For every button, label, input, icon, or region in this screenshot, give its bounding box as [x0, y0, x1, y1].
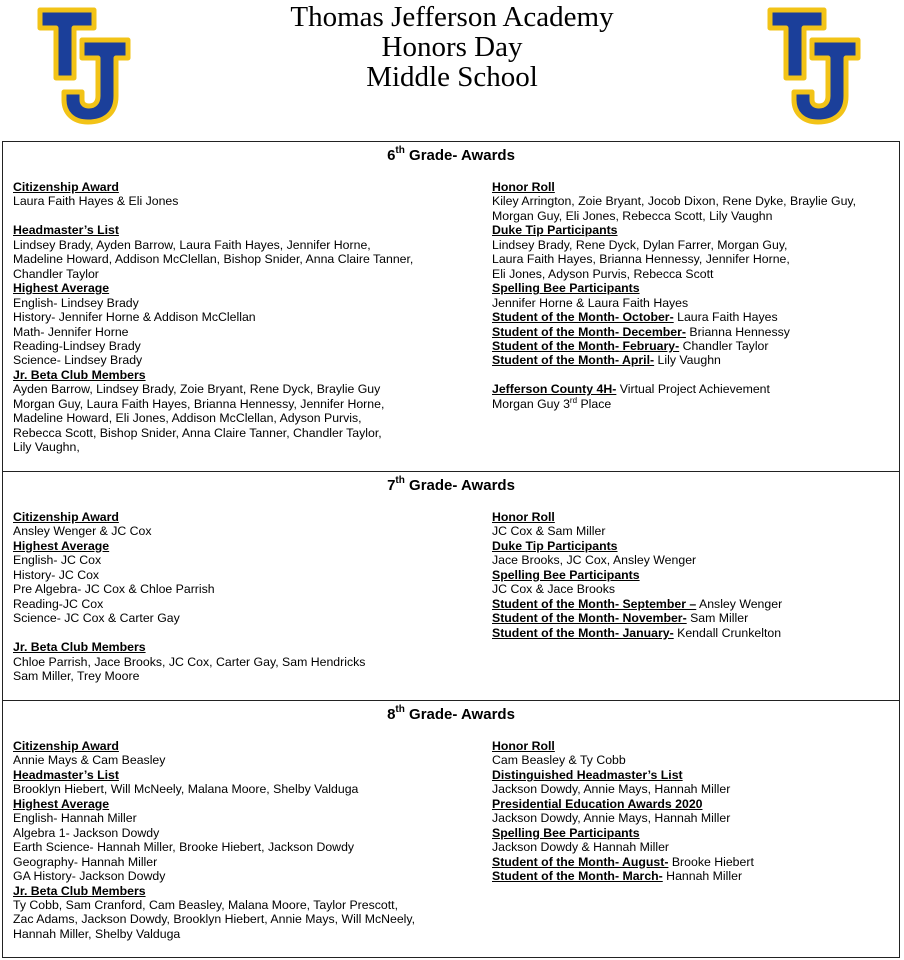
som-name: Kendall Crunkelton — [673, 625, 782, 640]
som-name: Sam Miller — [686, 611, 749, 626]
award-recipients: Kiley Arrington, Zoie Bryant, Jocob Dixon, Rene Dyke, Braylie Guy, — [492, 194, 857, 209]
subject-award: Math- Jennifer Horne — [13, 324, 129, 339]
som-name: Laura Faith Hayes — [673, 310, 778, 325]
award-heading: Honor Roll — [492, 510, 555, 524]
award-heading: Spelling Bee Participants — [492, 281, 640, 296]
student-of-month — [492, 855, 892, 869]
subject-award: Earth Science- Hannah Miller, Brooke Hiebert, Jackson Dowdy — [13, 840, 355, 855]
student-of-month — [492, 611, 892, 625]
award-heading: Jr. Beta Club Members — [13, 883, 146, 898]
grade-number: 7 — [387, 477, 396, 494]
award-recipients: Ty Cobb, Sam Cranford, Cam Beasley, Malana Moore, Taylor Prescott, — [13, 897, 399, 912]
award-recipients: Jace Brooks, JC Cox, Ansley Wenger — [492, 553, 697, 568]
som-name: Hannah Miller — [662, 869, 743, 884]
som-label: Student of the Month- November- — [492, 611, 687, 626]
award-recipients: JC Cox & Jace Brooks — [492, 582, 616, 597]
grade-suffix: th — [395, 475, 405, 486]
award-heading: Citizenship Award — [13, 510, 119, 524]
som-name: Brianna Hennessy — [686, 324, 790, 339]
grade-suffix: th — [395, 145, 405, 156]
som-name: Ansley Wenger — [696, 596, 783, 611]
award-heading: Honor Roll — [492, 739, 555, 753]
award-recipients: Lindsey Brady, Ayden Barrow, Laura Faith Hayes, Jennifer Horne, — [13, 237, 371, 252]
grade7-section — [3, 472, 899, 701]
award-heading: Citizenship Award — [13, 180, 119, 194]
som-name: Lily Vaughn — [654, 353, 721, 368]
award-heading: Distinguished Headmaster’s List — [492, 767, 683, 782]
som-label: Student of the Month- October- — [492, 310, 674, 325]
4h-name: Morgan Guy 3 — [492, 396, 570, 411]
grade-number: 8 — [387, 706, 396, 723]
som-label: Student of the Month- February- — [492, 338, 680, 353]
grade-number: 6 — [387, 147, 396, 164]
grade6-left-column — [13, 180, 473, 455]
tj-logo-right — [766, 4, 862, 126]
award-recipients: Laura Faith Hayes, Brianna Hennessy, Jennifer Horne, — [492, 252, 790, 267]
award-heading: Headmaster’s List — [13, 767, 119, 782]
subject-award: Science- JC Cox & Carter Gay — [13, 611, 180, 626]
tj-logo-left — [36, 4, 132, 126]
student-of-month — [492, 353, 892, 367]
som-label: Student of the Month- September – — [492, 596, 697, 611]
award-recipients: Eli Jones, Adyson Purvis, Rebecca Scott — [492, 266, 714, 281]
student-of-month — [492, 597, 892, 611]
award-heading: Headmaster’s List — [13, 223, 119, 238]
award-recipients: Annie Mays & Cam Beasley — [13, 753, 166, 768]
som-name: Brooke Hiebert — [668, 854, 754, 869]
grade-title-text: Grade- Awards — [404, 706, 515, 723]
grade8-title — [3, 706, 899, 724]
student-of-month — [492, 325, 892, 339]
grade-title-text: Grade- Awards — [404, 147, 515, 164]
grade7-left-column — [13, 510, 473, 683]
subject-award: Reading-Lindsey Brady — [13, 338, 141, 353]
grade6-right-column — [492, 180, 892, 411]
school-name: Thomas Jefferson Academy — [290, 1, 614, 33]
award-recipients: Jennifer Horne & Laura Faith Hayes — [492, 295, 689, 310]
grade-suffix: th — [395, 704, 405, 715]
som-label: Student of the Month- December- — [492, 324, 687, 339]
som-label: Student of the Month- April- — [492, 353, 655, 368]
award-heading: Jr. Beta Club Members — [13, 367, 146, 382]
award-heading: Spelling Bee Participants — [492, 825, 640, 840]
award-recipients: Chandler Taylor — [13, 266, 99, 281]
grade6-section — [3, 142, 899, 472]
award-heading: Presidential Education Awards 2020 — [492, 796, 703, 811]
award-recipients: Ansley Wenger & JC Cox — [13, 524, 152, 539]
award-recipients: Rebecca Scott, Bishop Snider, Anna Claire Tanner, Chandler Taylor, — [13, 425, 382, 440]
award-recipients: Jackson Dowdy, Annie Mays, Hannah Miller — [492, 782, 731, 797]
subject-award: English- Hannah Miller — [13, 811, 137, 826]
award-recipients: Laura Faith Hayes & Eli Jones — [13, 194, 179, 209]
award-recipients: Jackson Dowdy, Annie Mays, Hannah Miller — [492, 811, 731, 826]
award-heading: Highest Average — [13, 538, 110, 553]
award-heading: Duke Tip Participants — [492, 223, 618, 238]
grade-title-text: Grade- Awards — [404, 477, 515, 494]
award-heading: Highest Average — [13, 281, 110, 296]
student-of-month — [492, 310, 892, 324]
page-header — [0, 0, 904, 140]
grade6-title — [3, 147, 899, 165]
division-name: Middle School — [366, 61, 538, 93]
subject-award: History- JC Cox — [13, 567, 100, 582]
student-of-month — [492, 626, 892, 640]
4h-label: Jefferson County 4H- — [492, 382, 617, 397]
award-recipients: Lindsey Brady, Rene Dyck, Dylan Farrer, Morgan Guy, — [492, 237, 788, 252]
student-of-month — [492, 869, 892, 883]
grade8-right-column — [492, 739, 892, 884]
award-recipients: Lily Vaughn, — [13, 440, 80, 455]
subject-award: English- Lindsey Brady — [13, 295, 139, 310]
subject-award: Geography- Hannah Miller — [13, 854, 158, 869]
grade7-title — [3, 477, 899, 495]
award-recipients: Madeline Howard, Addison McClellan, Bishop Snider, Anna Claire Tanner, — [13, 252, 414, 267]
award-heading: Citizenship Award — [13, 739, 119, 753]
som-name: Chandler Taylor — [679, 338, 769, 353]
award-heading: Jr. Beta Club Members — [13, 640, 146, 655]
award-recipients: Morgan Guy, Eli Jones, Rebecca Scott, Lily Vaughn — [492, 208, 773, 223]
4h-recipient — [492, 397, 892, 411]
grade8-section — [3, 701, 899, 957]
student-of-month — [492, 339, 892, 353]
award-heading: Highest Average — [13, 796, 110, 811]
award-recipients: Sam Miller, Trey Moore — [13, 668, 140, 683]
award-recipients: JC Cox & Sam Miller — [492, 524, 606, 539]
grade8-left-column — [13, 739, 473, 941]
award-heading: Honor Roll — [492, 180, 555, 194]
som-label: Student of the Month- January- — [492, 625, 674, 640]
subject-award: Algebra 1- Jackson Dowdy — [13, 825, 160, 840]
award-recipients: Jackson Dowdy & Hannah Miller — [492, 840, 670, 855]
award-recipients: Hannah Miller, Shelby Valduga — [13, 926, 181, 941]
subject-award: GA History- Jackson Dowdy — [13, 869, 166, 884]
4h-place-suffix: rd — [569, 395, 578, 405]
award-recipients: Morgan Guy, Laura Faith Hayes, Brianna Hennessy, Jennifer Horne, — [13, 396, 385, 411]
award-heading: Spelling Bee Participants — [492, 567, 640, 582]
som-label: Student of the Month- August- — [492, 854, 669, 869]
title-block — [200, 2, 704, 92]
subject-award: Reading-JC Cox — [13, 596, 104, 611]
award-heading: Duke Tip Participants — [492, 538, 618, 553]
event-name: Honors Day — [381, 31, 523, 63]
subject-award: History- Jennifer Horne & Addison McClellan — [13, 310, 256, 325]
subject-award: Science- Lindsey Brady — [13, 353, 143, 368]
grade7-right-column — [492, 510, 892, 640]
4h-award — [492, 382, 892, 396]
award-recipients: Madeline Howard, Eli Jones, Addison McClellan, Adyson Purvis, — [13, 411, 362, 426]
4h-text: Virtual Project Achievement — [616, 382, 770, 397]
subject-award: English- JC Cox — [13, 553, 102, 568]
som-label: Student of the Month- March- — [492, 869, 663, 884]
award-recipients: Cam Beasley & Ty Cobb — [492, 753, 626, 768]
subject-award: Pre Algebra- JC Cox & Chloe Parrish — [13, 582, 215, 597]
awards-table — [2, 141, 900, 958]
4h-place: Place — [577, 396, 612, 411]
award-recipients: Chloe Parrish, Jace Brooks, JC Cox, Carter Gay, Sam Hendricks — [13, 654, 366, 669]
award-recipients: Brooklyn Hiebert, Will McNeely, Malana Moore, Shelby Valduga — [13, 782, 359, 797]
award-recipients: Ayden Barrow, Lindsey Brady, Zoie Bryant, Rene Dyck, Braylie Guy — [13, 382, 381, 397]
award-recipients: Zac Adams, Jackson Dowdy, Brooklyn Hiebert, Annie Mays, Will McNeely, — [13, 912, 416, 927]
